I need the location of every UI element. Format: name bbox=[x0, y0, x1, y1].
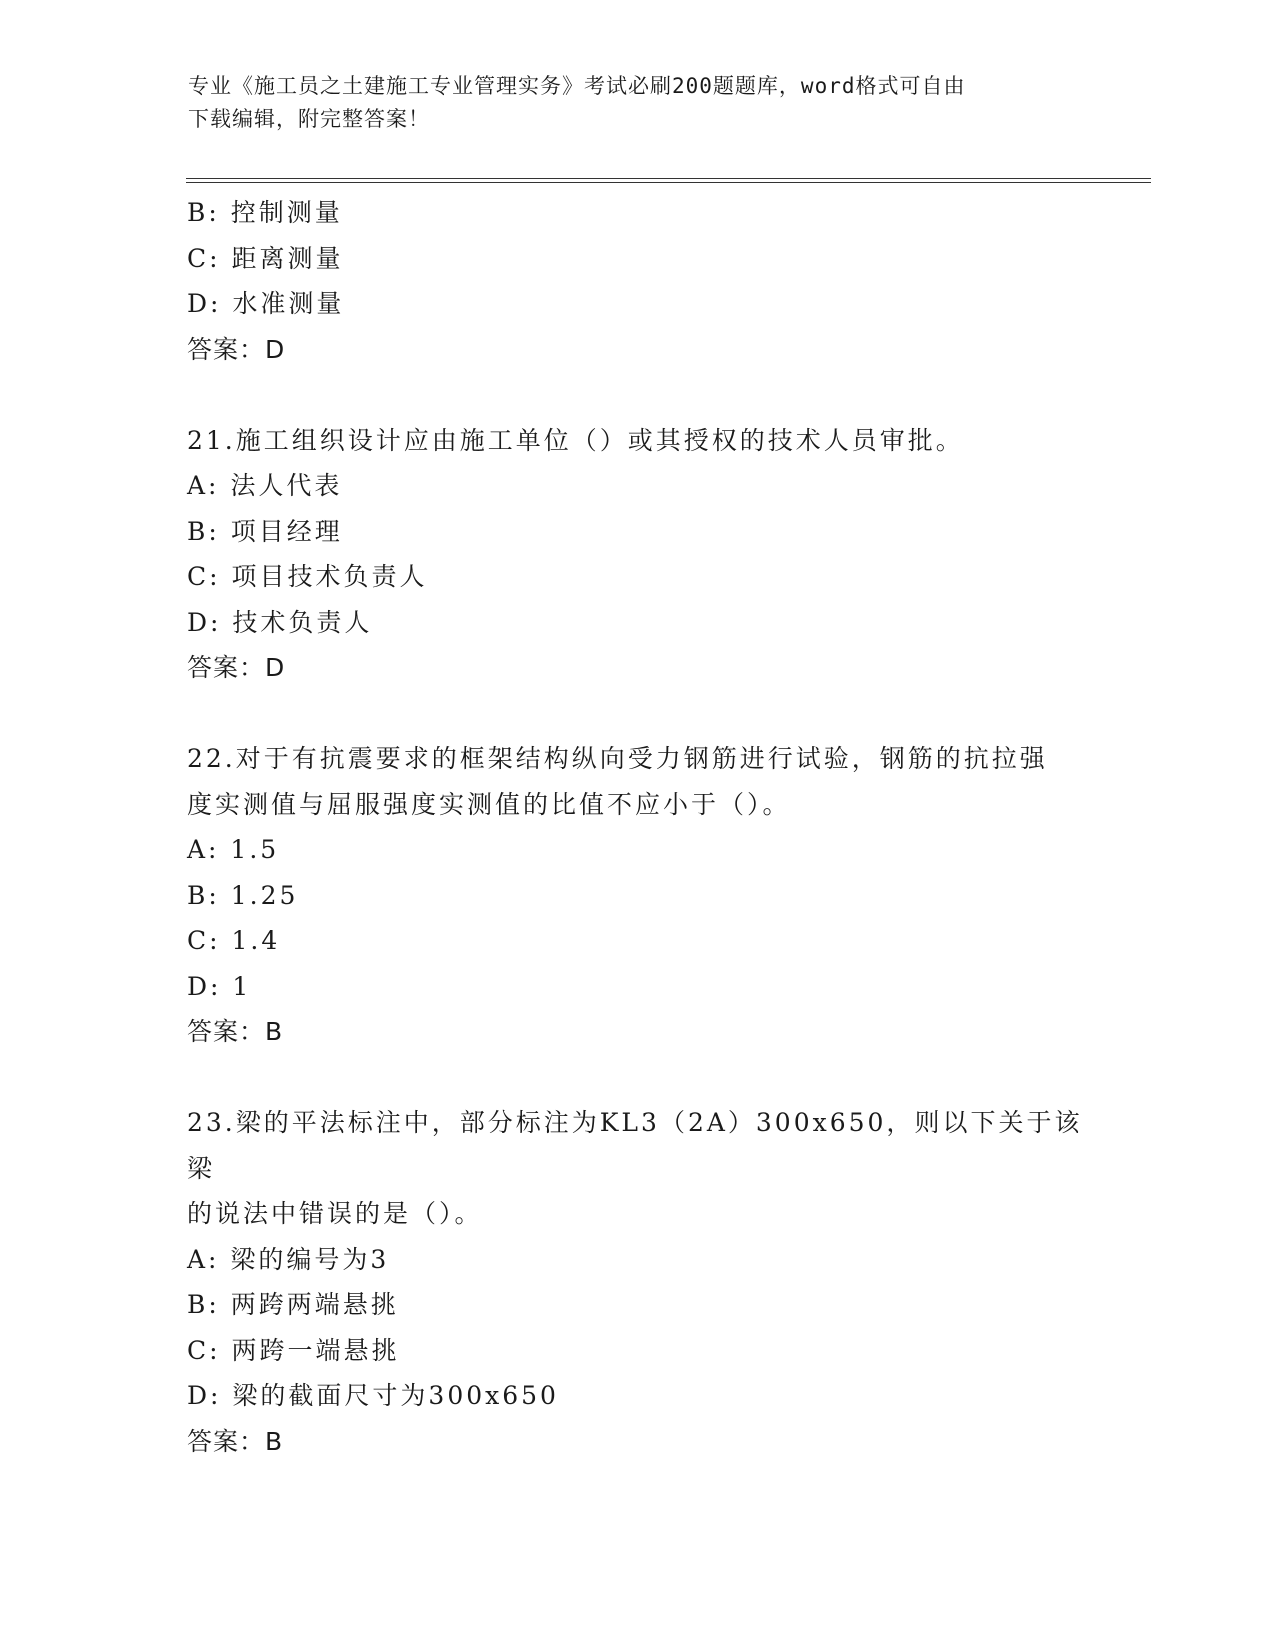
question-stem-line-2: 的说法中错误的是（）。 bbox=[187, 1199, 483, 1228]
option-d: D: 水准测量 bbox=[187, 289, 345, 318]
question-21 bbox=[187, 418, 1087, 691]
question-23 bbox=[187, 1100, 1087, 1464]
question-22 bbox=[187, 736, 1087, 1054]
question-stem-line-1: 23.梁的平法标注中，部分标注为KL3（2A）300x650，则以下关于该梁 bbox=[187, 1108, 1083, 1183]
option-c: C: 项目技术负责人 bbox=[187, 562, 428, 591]
question-stem: 21.施工组织设计应由施工单位（）或其授权的技术人员审批。 bbox=[187, 425, 964, 455]
option-d: D: 梁的截面尺寸为300x650 bbox=[187, 1381, 559, 1410]
answer-line: 答案：B bbox=[187, 1017, 284, 1046]
option-a: A: 1.5 bbox=[187, 835, 280, 864]
header-line-1: 专业《施工员之土建施工专业管理实务》考试必刷200题题库，word格式可自由 bbox=[188, 74, 966, 98]
question-stem-line-1: 22.对于有抗震要求的框架结构纵向受力钢筋进行试验，钢筋的抗拉强 bbox=[187, 744, 1048, 773]
option-b: B: 项目经理 bbox=[187, 516, 343, 546]
option-d: D: 技术负责人 bbox=[187, 607, 373, 637]
document-header bbox=[188, 70, 1068, 136]
question-list bbox=[187, 190, 1087, 1464]
answer-line: 答案：D bbox=[187, 653, 286, 682]
header-divider bbox=[186, 178, 1151, 183]
answer-line: 答案：D bbox=[187, 334, 286, 364]
answer-line: 答案：B bbox=[187, 1426, 284, 1456]
header-line-2: 下载编辑，附完整答案！ bbox=[188, 107, 430, 131]
option-c: C: 距离测量 bbox=[187, 243, 344, 273]
option-b: B: 1.25 bbox=[187, 880, 299, 910]
option-b: B: 控制测量 bbox=[187, 198, 343, 227]
option-c: C: 两跨一端悬挑 bbox=[187, 1335, 400, 1365]
option-a: A: 法人代表 bbox=[187, 471, 343, 500]
option-d: D: 1 bbox=[187, 971, 252, 1001]
option-b: B: 两跨两端悬挑 bbox=[187, 1290, 399, 1319]
question-stem-line-2: 度实测值与屈服强度实测值的比值不应小于（）。 bbox=[187, 789, 791, 819]
previous-question-tail bbox=[187, 190, 1087, 372]
option-a: A: 梁的编号为3 bbox=[187, 1244, 390, 1274]
option-c: C: 1.4 bbox=[187, 926, 281, 955]
